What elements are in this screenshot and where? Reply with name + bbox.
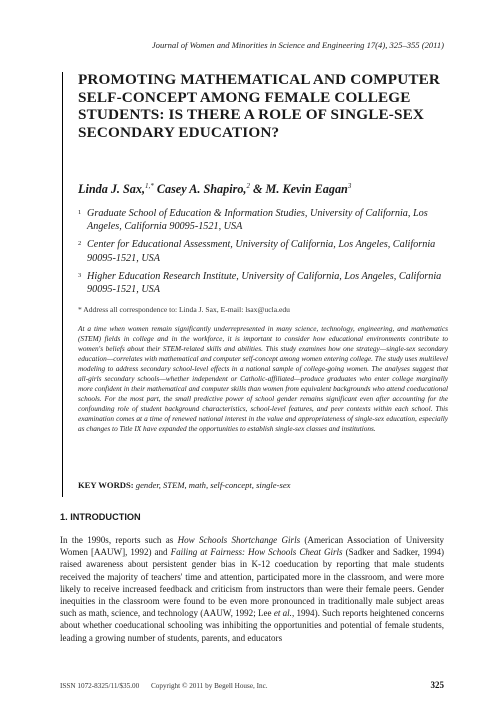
cited-title: How Schools Shortchange Girls [177, 535, 301, 545]
intro-paragraph [60, 534, 444, 644]
page-footer [60, 680, 444, 690]
author-name: & M. Kevin Eagan [253, 182, 348, 197]
affiliation-list [78, 207, 448, 301]
journal-header: Journal of Women and Minorities in Science and Engineering 17(4), 325–355 (2011) [151, 40, 444, 50]
affiliation-number: 2 [78, 240, 82, 248]
affiliation-number: 3 [78, 271, 82, 279]
correspondence-note: * Address all correspondence to: Linda J. Sax, E-mail: lsax@ucla.edu [78, 305, 290, 314]
section-heading: 1. INTRODUCTION [60, 512, 141, 522]
affiliation-item [78, 207, 448, 233]
author-name: Linda J. Sax, [78, 182, 146, 197]
title-rule [62, 72, 63, 497]
body-text-run: In the 1990s, reports such as [60, 535, 178, 545]
author-affil-marker: 1,* [145, 182, 154, 190]
footer-left [60, 682, 278, 690]
affiliation-text: Graduate School of Education & Information Studies, University of California, Los Angeles, California 90095-1521, USA [87, 208, 428, 233]
et-al: et al. [273, 608, 292, 619]
author-name: Casey A. Shapiro, [156, 182, 247, 197]
author-affil-marker: 2 [246, 182, 250, 190]
affiliation-number: 1 [78, 209, 82, 216]
affiliation-text: Higher Education Research Institute, University of California, Los Angeles, California 90095-1521, USA [87, 270, 442, 296]
keywords-values: gender, STEM, math, self-concept, single-sex [135, 480, 291, 490]
affiliation-text: Center for Educational Assessment, University of California, Los Angeles, California 90095-1521, USA [87, 239, 436, 264]
body-text-run: (American Association of University Women [AAUW], 1992) and [60, 535, 444, 558]
affiliation-item [78, 238, 448, 264]
copyright: Copyright © 2011 by Begell House, Inc. [151, 682, 268, 690]
abstract: At a time when women remain significantly underrepresented in many science, technology, engineering, and mathematics (STEM) fields in college and in the workforce, it is important to consider how educational environments contribute to women's beliefs about their STEM-related skills and abilities. This study examines how one strategy—single-sex secondary education—correlates with mathematical and computer self-concept among women entering college. The study uses multilevel modeling to address secondary school-level effects in a national sample of college-going women. The analyses suggest that all-girls secondary schools—whether independent or Catholic-affiliated—produce graduates who enter college marginally more confident in their mathematical and computer skills than women from equivalent backgrounds who attend coeducational schools. For the most part, the small predictive power of school gender remains significant even after accounting for the confounding role of student background characteristics, school-level features, and peer contexts within each school. This examination comes at a time of renewed national interest in the value and appropriateness of single-sex education, especially as changes to Title IX have expanded the opportunities to establish single-sex classes and institutions. [78, 324, 448, 434]
author-list [78, 182, 458, 197]
page-number: 325 [430, 680, 444, 690]
keywords-label: KEY WORDS: [78, 480, 134, 490]
affiliation-item [78, 270, 448, 296]
cited-title: Failing at Fairness: How Schools Cheat Girls [170, 547, 343, 558]
keywords [78, 480, 448, 490]
body-text-run: (Sadker and Sadker, 1994) raised awareness about persistent gender bias in K-12 coeducation by reporting that male students received the majority of teachers' time and attention, participated more in the classroom, and were more likely to receive increased feedback and criticism from instructors than were their female peers. Gender inequities in the classroom were found to be even more pronounced in traditionally male subject areas such as math, science, and technology (AAUW, 1992; Lee [60, 547, 444, 619]
issn: ISSN 1072-8325/11/$35.00 [60, 682, 140, 690]
body-text-run: , 1994). Such reports heightened concerns about whether coeducational schooling was inhibiting the opportunities and potential of female students, leading a growing number of students, parents, and educators [60, 608, 444, 643]
paper-title: PROMOTING MATHEMATICAL AND COMPUTER SELF-CONCEPT AMONG FEMALE COLLEGE STUDENTS: IS THERE A ROLE OF SINGLE-SEX SECONDARY EDUCATION? [78, 71, 441, 141]
author-affil-marker: 3 [347, 182, 352, 190]
